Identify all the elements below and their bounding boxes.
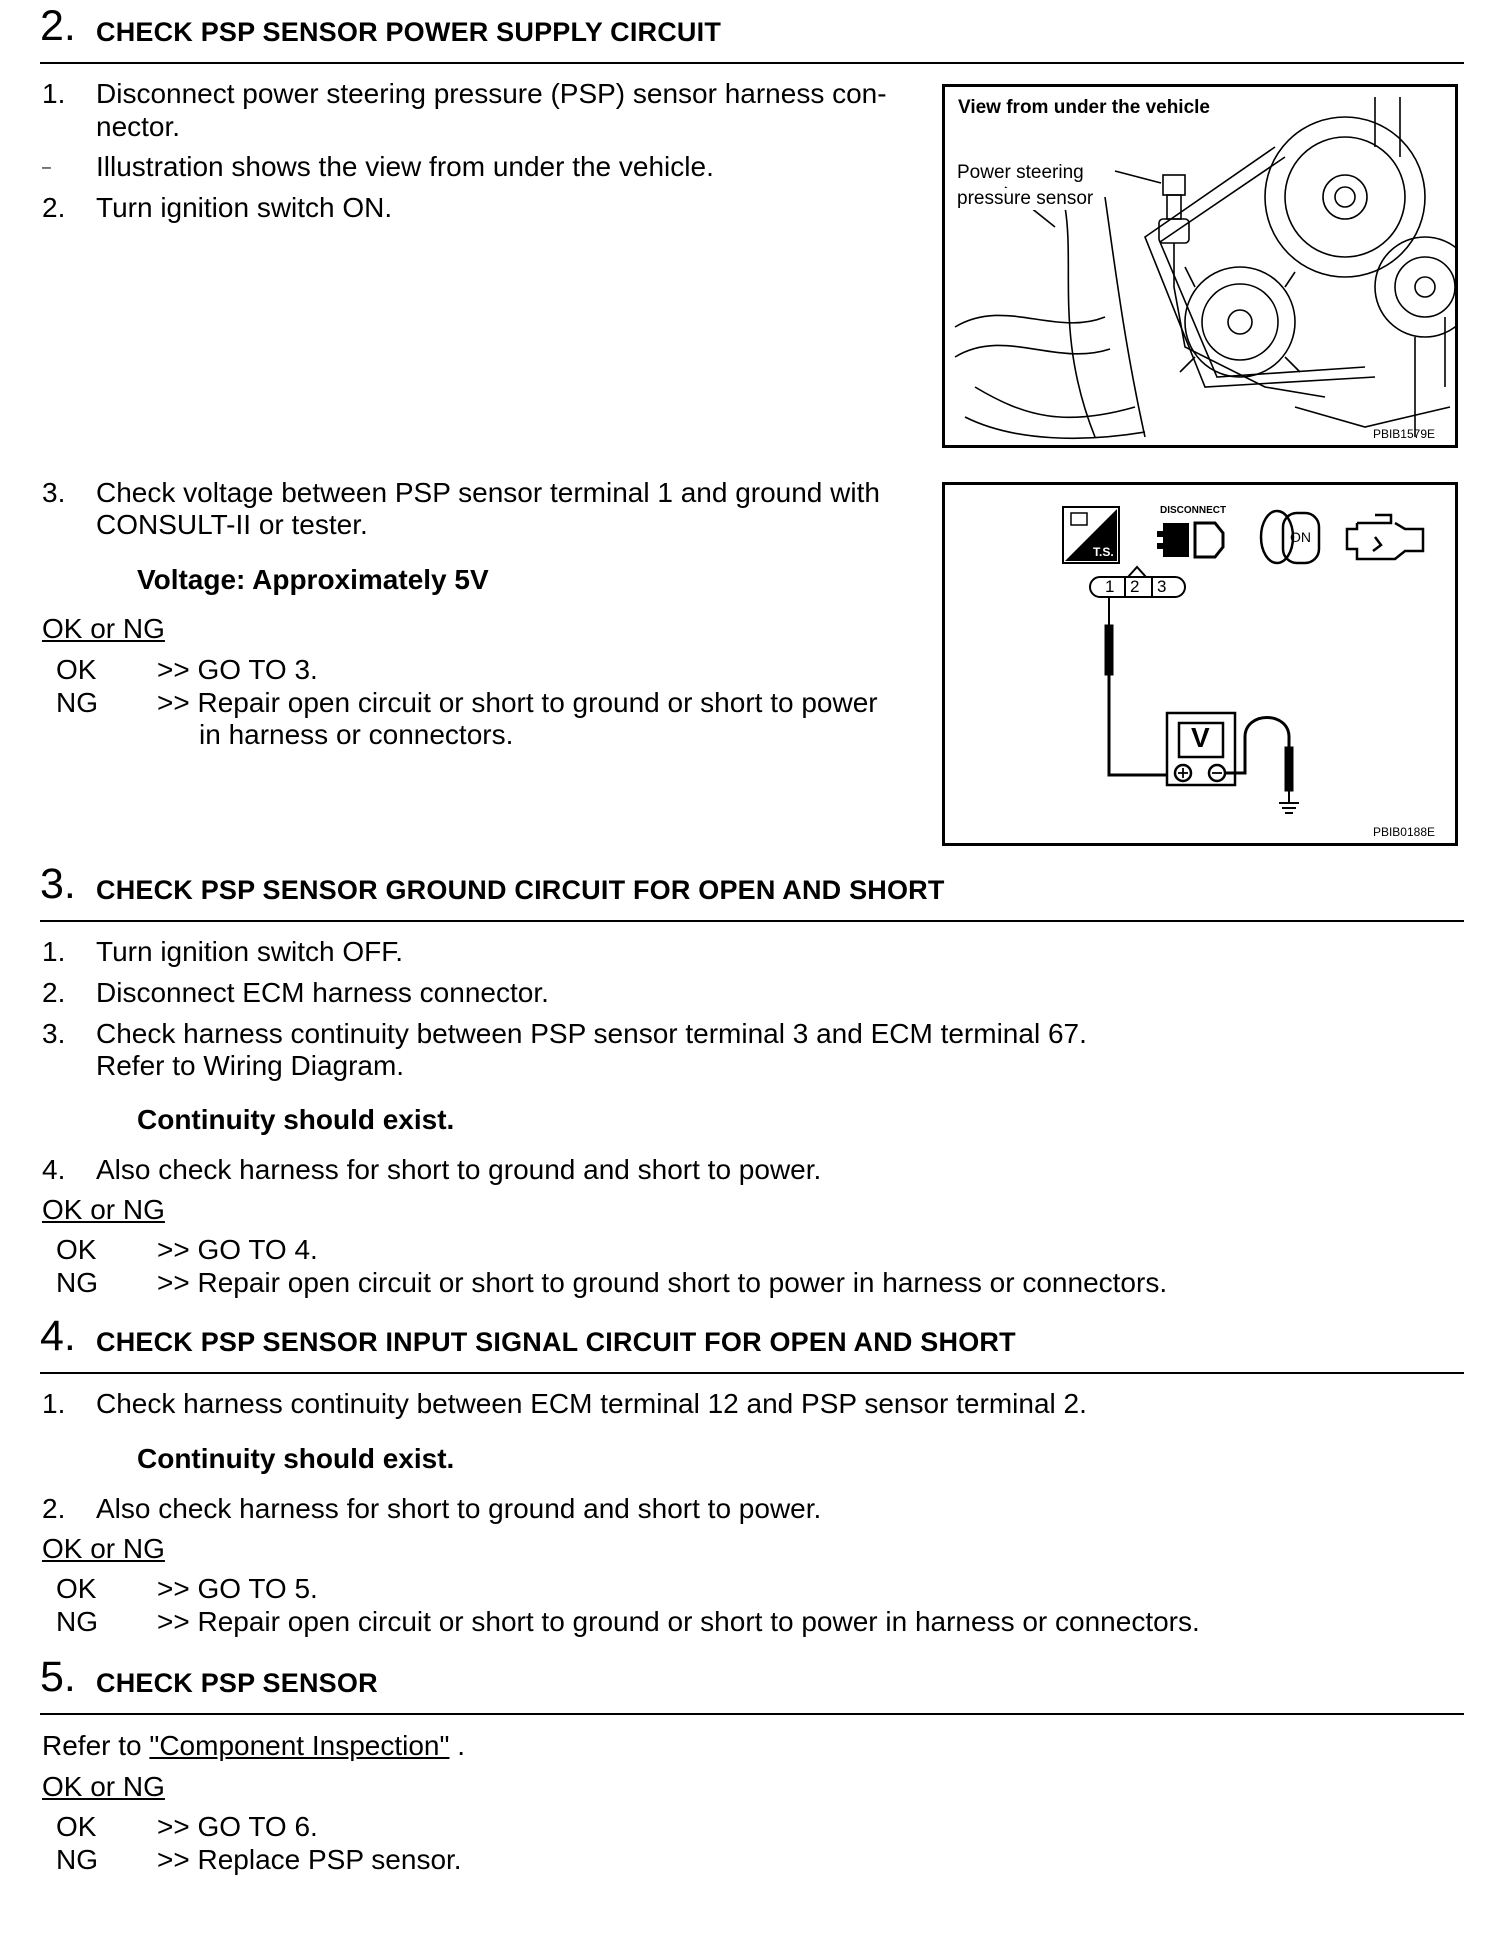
callout-label: pressure sensor bbox=[957, 188, 1094, 209]
ts-label: T.S. bbox=[1093, 545, 1114, 559]
on-label: ON bbox=[1290, 529, 1311, 545]
ng-action: >> Repair open circuit or short to ground or short to power in harness or connectors. bbox=[157, 1606, 1200, 1637]
step-4-title: CHECK PSP SENSOR INPUT SIGNAL CIRCUIT FOR OPEN AND SHORT bbox=[96, 1327, 1016, 1357]
list-item: Also check harness for short to ground and short to power. bbox=[96, 1154, 822, 1185]
list-item: Turn ignition switch ON. bbox=[96, 192, 393, 223]
ok-label: OK bbox=[56, 1573, 97, 1604]
list-number: 2. bbox=[42, 977, 66, 1008]
spec-text: Voltage: Approximately 5V bbox=[137, 564, 489, 595]
refer-line bbox=[42, 1729, 465, 1762]
step-2-number: 2. bbox=[40, 2, 76, 50]
divider bbox=[40, 1372, 1464, 1374]
ng-action: >> Repair open circuit or short to ground or short to power bbox=[157, 687, 878, 718]
divider bbox=[40, 62, 1464, 64]
voltage-check-figure bbox=[942, 482, 1458, 846]
ng-action-cont: in harness or connectors. bbox=[199, 719, 514, 750]
ng-label: NG bbox=[56, 687, 98, 718]
ok-or-ng-heading: OK or NG bbox=[42, 1194, 165, 1225]
spec-text: Continuity should exist. bbox=[137, 1104, 455, 1135]
ok-action: >> GO TO 3. bbox=[157, 654, 318, 685]
voltage-diagram bbox=[945, 485, 1455, 843]
list-number: 1. bbox=[42, 78, 66, 109]
list-number: 4. bbox=[42, 1154, 66, 1185]
ok-action: >> GO TO 5. bbox=[157, 1573, 318, 1604]
step-3-title: CHECK PSP SENSOR GROUND CIRCUIT FOR OPEN AND SHORT bbox=[96, 875, 945, 905]
terminal-3-label: 3 bbox=[1157, 577, 1167, 596]
engine-icon bbox=[1347, 515, 1423, 559]
step-2-title: CHECK PSP SENSOR POWER SUPPLY CIRCUIT bbox=[96, 17, 722, 47]
connector-disconnect-icon bbox=[1157, 523, 1223, 557]
figure-code: PBIB1579E bbox=[1372, 427, 1435, 441]
sensor-location-figure bbox=[942, 84, 1458, 448]
terminal-2-label: 2 bbox=[1130, 577, 1140, 596]
list-item: nector. bbox=[96, 111, 181, 142]
list-number: 2. bbox=[42, 1493, 66, 1524]
list-number: 1. bbox=[42, 1388, 66, 1419]
list-number: 3. bbox=[42, 477, 66, 508]
ng-label: NG bbox=[56, 1267, 98, 1298]
list-item: Check harness continuity between PSP sensor terminal 3 and ECM terminal 67. bbox=[96, 1018, 1087, 1049]
ng-action: >> Replace PSP sensor. bbox=[157, 1844, 462, 1875]
list-dash: – bbox=[42, 159, 51, 176]
list-item: Check voltage between PSP sensor terminal 1 and ground with bbox=[96, 477, 880, 508]
engine-illustration bbox=[945, 87, 1455, 445]
list-number: 3. bbox=[42, 1018, 66, 1049]
ok-or-ng-heading: OK or NG bbox=[42, 613, 165, 644]
ok-label: OK bbox=[56, 654, 97, 685]
figure-caption: View from under the vehicle bbox=[955, 97, 1213, 119]
ng-label: NG bbox=[56, 1844, 98, 1875]
ok-action: >> GO TO 6. bbox=[157, 1811, 318, 1842]
ok-label: OK bbox=[56, 1811, 97, 1842]
ok-or-ng-heading: OK or NG bbox=[42, 1771, 165, 1802]
list-item: CONSULT-II or tester. bbox=[96, 509, 368, 540]
figure-code: PBIB0188E bbox=[1372, 825, 1435, 839]
divider bbox=[40, 920, 1464, 922]
list-item: Refer to Wiring Diagram. bbox=[96, 1050, 405, 1081]
voltmeter-label: V bbox=[1191, 722, 1210, 753]
terminal-1-label: 1 bbox=[1105, 577, 1115, 596]
ng-action: >> Repair open circuit or short to ground short to power in harness or connectors. bbox=[157, 1267, 1168, 1298]
list-item: Also check harness for short to ground and short to power. bbox=[96, 1493, 822, 1524]
list-item: Turn ignition switch OFF. bbox=[96, 936, 404, 967]
list-item: Disconnect power steering pressure (PSP) sensor harness con- bbox=[96, 78, 887, 109]
refer-suffix: . bbox=[449, 1730, 466, 1761]
step-3-number: 3. bbox=[40, 860, 76, 908]
disconnect-label: DISCONNECT bbox=[1160, 505, 1227, 516]
ng-label: NG bbox=[56, 1606, 98, 1637]
ok-action: >> GO TO 4. bbox=[157, 1234, 318, 1265]
ok-label: OK bbox=[56, 1234, 97, 1265]
refer-prefix: Refer to bbox=[42, 1730, 150, 1761]
list-item: Illustration shows the view from under the vehicle. bbox=[96, 151, 714, 182]
list-item: Disconnect ECM harness connector. bbox=[96, 977, 549, 1008]
component-inspection-link[interactable]: "Component Inspection" bbox=[149, 1730, 450, 1761]
list-number: 1. bbox=[42, 936, 66, 967]
step-5-number: 5. bbox=[40, 1653, 76, 1701]
list-number: 2. bbox=[42, 192, 66, 223]
step-4-number: 4. bbox=[40, 1312, 76, 1360]
callout-label: Power steering bbox=[957, 162, 1084, 183]
list-item: Check harness continuity between ECM terminal 12 and PSP sensor terminal 2. bbox=[96, 1388, 1087, 1419]
spec-text: Continuity should exist. bbox=[137, 1443, 455, 1474]
ok-or-ng-heading: OK or NG bbox=[42, 1533, 165, 1564]
divider bbox=[40, 1713, 1464, 1715]
step-5-title: CHECK PSP SENSOR bbox=[96, 1668, 378, 1698]
